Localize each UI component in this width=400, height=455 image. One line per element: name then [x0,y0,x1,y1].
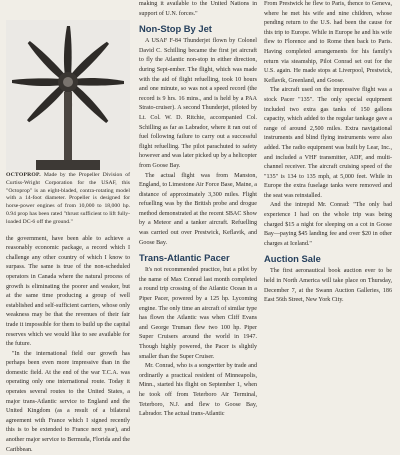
caption-heading: OCTOPROP. [6,172,41,178]
col1-paragraph: "In the international field our growth has perhaps been even more impressive than in the domestic field. At the end of the war T.C.A. was operating only one international route. Today it operates several routes to the United States, a major trans-Atlantic service to England and the United Kingdom (as a result of a bilateral agreement with France which I signed recently this is to be extended to France next year), and another major service to Bermuda, Florida and the Caribbean. [6,350,130,453]
heading-non-stop-by-jet: Non-Stop By Jet [139,23,212,35]
column-middle [139,0,257,420]
column-left [6,0,130,455]
heading-trans-atlantic-pacer: Trans-Atlantic Pacer [139,252,230,264]
col2-lead-paragraph: making it available to the United Nations in support of U.N. forces." [139,1,257,17]
column-right [264,0,392,306]
photo-caption [6,172,130,227]
octoprop-photo [6,20,130,170]
col2-paragraph: It's not recommended practice, but a pilot by the name of Max Conrad last month completed a round trip crossing of the Atlantic Ocean in a Piper Pacer, powered by a 125 hp. Lycoming engine. The only time an aircraft of similar type has flown the Atlantic was when Cliff Evans and George Truman flew two 100 hp. Piper Super Cruisers around the world in 1947. Though highly powered, the Pacer is slightly smaller than the Super Cruiser. [139,267,257,360]
col1-paragraph: the government, have been able to achieve a reasonably economic package, a record which I challenge any other country of which I know to surpass. The same is true of the non-scheduled operators in Canada where the natural process of growth is eliminating the poorer and weaker, but at the same time producing a group of well established and self-sufficient carriers, whose only weakness may be that the revenues of their fair trade it impossible for them to build up the capital reserves which we would like to see available for the future. [6,235,130,348]
col2-paragraph: Mr. Conrad, who is a songwriter by trade and ordinarily a practical resident of Minneapolis, Minn., started his flight on September 1, when he took off from Teterboro Air Terminal, Teterboro, N.J. and flew to Goose Bay, Labrador. The actual trans-Atlantic [139,363,257,418]
col2-paragraph: A USAF F-84 Thunderjet flown by Colonel David C. Schilling became the first jet aircraft to fly the Atlantic non-stop in either direction, during Sept-ember. The flight, which was made with the aid of flight refuelling, took 10 hours and one minute, so was not a speed record (the record is 9 hrs. 16 mins., and is held by a PAA Strato-cruiser). A second Thunderjet, piloted by Lt. Col. W. D. Ritchie, accompanied Col. Schilling as far as Labrador, where it ran out of fuel following failure to carry out a successful flight refuelling. The pilot parachuted to safety however and was later picked up by a helicopter from Goose Bay. [139,38,257,169]
col3-paragraph: The aircraft used on the impressive flight was a stock Pacer "135". The only special equipment included two extra gas tanks of 150 gallons capacity, which added to the regular tankage gave a range of around 2,500 miles. Extra navigational instruments and blind flying instruments were also added. The radio equipment was built by Lear, Inc., and included a VHF transmitter, ADF, and multi-channel receiver. The aircraft cruising speed of the "135" is 134 to 135 mph, at 5,000 feet. While in Europe the extra fuselage tanks were removed and the seat was reinstalled. [264,87,392,199]
heading-auction-sale: Auction Sale [264,253,321,265]
octoprop-propeller-icon [6,20,130,170]
col3-paragraph: And the intrepid Mr. Conrad: "The only bad experience I had on the whole trip was being charged $15 a night for sleeping on a cot in Goose Bay—paying $45 landing fee and over $20 in other charges at Iceland." [264,202,392,247]
col3-paragraph: The first aeronautical book auction ever to be held in North America will take place on Thursday, December 7, at the Swann Auction Galleries, 186 East 56th Street, New York City. [264,268,392,304]
col3-paragraph: From Prestwick he flew to Paris, thence to Geneva, where he met his wife and nine children, whose pending return to the U.S. had been the cause for this trip to Europe. While in Europe he and his wife flew to Florence and to Rome then back to Paris. Having completed arrangements for his family's return via steamship, Pilot Conrad set out for the U.S. again. He made stops at Liverpool, Prestwick, Keflavik, Greenland, and Goose. [264,1,392,84]
caption-body: Made by the Propeller Division of Curtiss-Wright Corporation for the USAF, this "Octoprop" is an eight-bladed, contra-rotating model with a 14-foot diameter. Propeller is designed for horse-power engines of from 10,000 to 18,000 hp. 0.94 prop has been rated "thrust sufficient to lift fully-loaded DC-6 off the ground." [6,172,131,225]
col2-paragraph: The actual flight was from Manston, England, to Limestone Air Force Base, Maine, a distance of approximately 3,300 miles. Flight refuelling was by the British probe and drogue method demonstrated at the recent SBAC Show by a Meteor and a tanker aircraft. Refuelling was carried out over Prestwick, Keflavik, and Goose Bay. [139,172,257,246]
